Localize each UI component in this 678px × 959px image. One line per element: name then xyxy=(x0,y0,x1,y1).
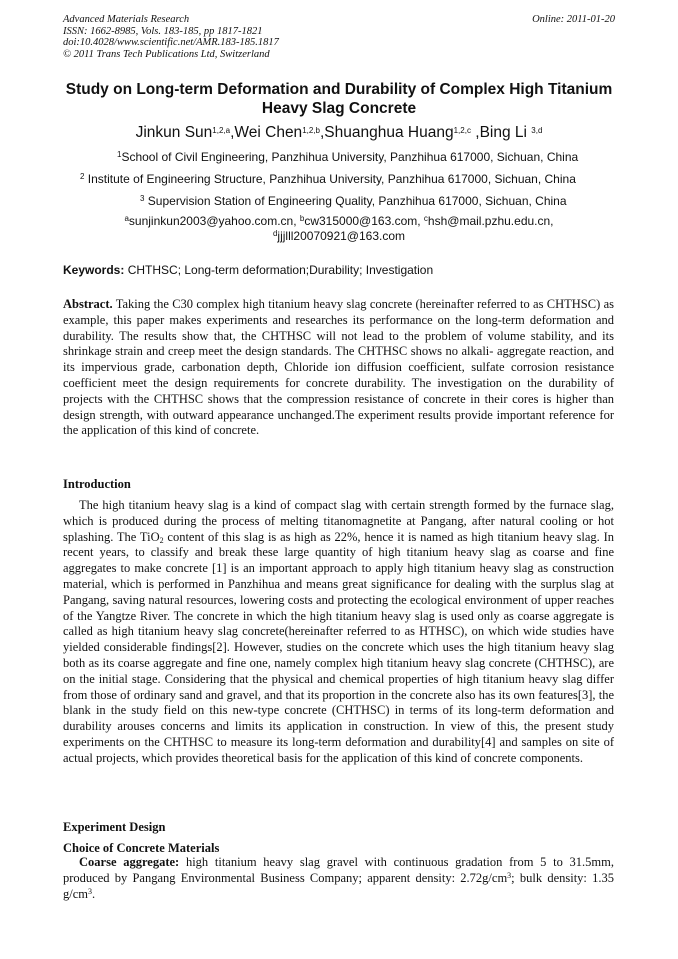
author-affiliation-mark: 1,2,c xyxy=(453,126,471,135)
author-name: Shuanghua Huang xyxy=(324,124,454,141)
materials-body xyxy=(63,855,614,902)
unit-superscript: 3 xyxy=(88,886,92,896)
experiment-design-heading: Experiment Design xyxy=(63,820,166,834)
affiliation-mark: 1 xyxy=(117,150,122,159)
introduction-paragraph xyxy=(63,498,614,767)
affiliation-mark: 2 xyxy=(80,172,85,181)
affiliation-text: School of Civil Engineering, Panzhihua University, Panzhihua 617000, Sichuan, China xyxy=(121,150,579,164)
email-c[interactable]: hsh@mail.pzhu.edu.cn, xyxy=(427,214,554,228)
introduction-heading: Introduction xyxy=(63,477,131,491)
affiliation-mark: 3 xyxy=(140,194,145,203)
author-separator: , xyxy=(470,124,480,141)
affiliation-text: Institute of Engineering Structure, Panzhihua University, Panzhihua 617000, Sichuan, China xyxy=(84,172,576,186)
intro-text-part-1: The high titanium heavy slag is a kind of compact slag with certain strength formed by the furnace slag, which is produced during the process of melting titanomagnetite at Pangang, after natural cooling or hot splashing. The TiO xyxy=(63,498,614,544)
author-separator: , xyxy=(319,124,325,141)
introduction-body xyxy=(63,498,614,767)
intro-text-part-2: content of this slag is as high as 22%, hence it is named as high titanium heavy slag. In recent years, to classify and break these large quantity of high titanium heavy slag as coarse and fine aggregates to make concrete [1] is an important approach to apply high titanium heavy slag as construction material, which is performed in Panzhihua and means great significance for dealing with the surplus slag at Pangang, saving natural resources, lowering costs and protecting the ecological environment of upper reaches of the Yangtze River. The concrete in which the high titanium heavy slag is used only as coarse aggregate is called as high titanium heavy slag concrete(hereinafter referred to as HTHSC), on which wide studies have yielded considerable findings[2]. However, studies on the concrete which uses the high titanium heavy slag both as its coarse aggregate and fine one, namely complex high titanium heavy slag concrete (CHTHSC), are on the initial stage. Considering that the physical and chemical properties of high titanium heavy slag differ from those of ordinary sand and gravel, and that its proportion in the concrete also has its own features[3], the blank in the study field on this new-type concrete (CHTHSC) in terms of its long-term deformation and durability arouses concerns and limits its application in construction. In view of this, the present study experiments on the CHTHSC to measure its long-term deformation and durability[4] and samples on site of actual projects, which provides theoretical basis for the application of this kind of concrete components. xyxy=(63,529,614,765)
journal-name: Advanced Materials Research xyxy=(63,14,190,25)
email-b[interactable]: cw315000@163.com, xyxy=(304,214,424,228)
email-mark: c xyxy=(423,214,428,223)
email-d[interactable]: jjjlll20070921@163.com xyxy=(277,229,406,243)
online-date: Online: 2011-01-20 xyxy=(532,14,615,25)
email-line-1 xyxy=(60,214,618,229)
email-mark: b xyxy=(299,214,305,223)
author-name: Wei Chen xyxy=(234,124,303,141)
coarse-aggregate-label: Coarse aggregate: xyxy=(79,855,180,869)
coarse-aggregate-paragraph xyxy=(63,855,614,902)
author-separator: , xyxy=(230,124,235,141)
copyright-line: © 2011 Trans Tech Publications Ltd, Switzerland xyxy=(63,48,270,60)
affiliation-2 xyxy=(80,172,576,187)
keywords-text: CHTHSC; Long-term deformation;Durability; Investigation xyxy=(124,263,434,277)
coarse-text-1: high titanium heavy slag gravel with continuous gradation from 5 to 31.5mm, produced by Pangang Environmental Business Company; apparent density: 2.72g/cm xyxy=(63,855,615,885)
email-a[interactable]: sunjinkun2003@yahoo.com.cn, xyxy=(128,214,300,228)
intro-subscript: 2 xyxy=(159,535,164,545)
issn-line: ISSN: 1662-8985, Vols. 183-185, pp 1817-1821 xyxy=(63,25,263,37)
affiliation-1 xyxy=(117,150,578,165)
doi-line[interactable]: doi:10.4028/www.scientific.net/AMR.183-185.1817 xyxy=(63,37,279,48)
journal-header xyxy=(63,14,279,60)
author-name: Jinkun Sun xyxy=(135,124,213,141)
affiliation-text: Supervision Station of Engineering Quality, Panzhihua 617000, Sichuan, China xyxy=(144,194,567,208)
coarse-text-2: ; bulk density: 1.35 g/cm xyxy=(63,870,615,901)
email-mark: a xyxy=(124,214,129,223)
author-affiliation-mark: 1,2,a xyxy=(212,126,231,135)
abstract-label: Abstract. xyxy=(63,297,113,311)
email-block xyxy=(60,214,618,244)
abstract-text: Taking the C30 complex high titanium heavy slag concrete (hereinafter referred to as CHTHSC) as example, this paper makes experiments and researches its performance on the long-term deformation and durability. The results show that, the CHTHSC will not lead to the problem of volume stability, and its shrinkage strain and creep meet the design standards. The CHTHSC shows no alkali- aggregate reaction, and its impervious grade, carbonation depth, Chloride ion diffusion coefficient, sulfate corrosion resistance coefficient meet the design requirements for concrete durability. The investigation on the durability of projects with the CHTHSC shows that the compression resistance of concrete in their cores is higher than design strength, with outward appearance unchanged.The experiment results provide important reference for the application of this kind of concrete. xyxy=(63,297,614,438)
keywords-label: Keywords: xyxy=(63,263,125,277)
abstract xyxy=(63,297,614,439)
author-affiliation-mark: 1,2,b xyxy=(302,126,320,135)
affiliation-3 xyxy=(140,194,567,209)
paper-title: Study on Long-term Deformation and Durability of Complex High Titanium Heavy Slag Concrete xyxy=(65,81,613,117)
coarse-text-3: . xyxy=(92,886,96,901)
author-list xyxy=(60,123,618,143)
author-name: Bing Li xyxy=(479,124,532,141)
email-line-2 xyxy=(60,229,618,244)
materials-subheading: Choice of Concrete Materials xyxy=(63,841,220,855)
author-affiliation-mark: 3,d xyxy=(531,126,543,135)
unit-superscript: 3 xyxy=(507,870,512,880)
email-mark: d xyxy=(272,229,278,238)
keywords xyxy=(63,263,433,278)
